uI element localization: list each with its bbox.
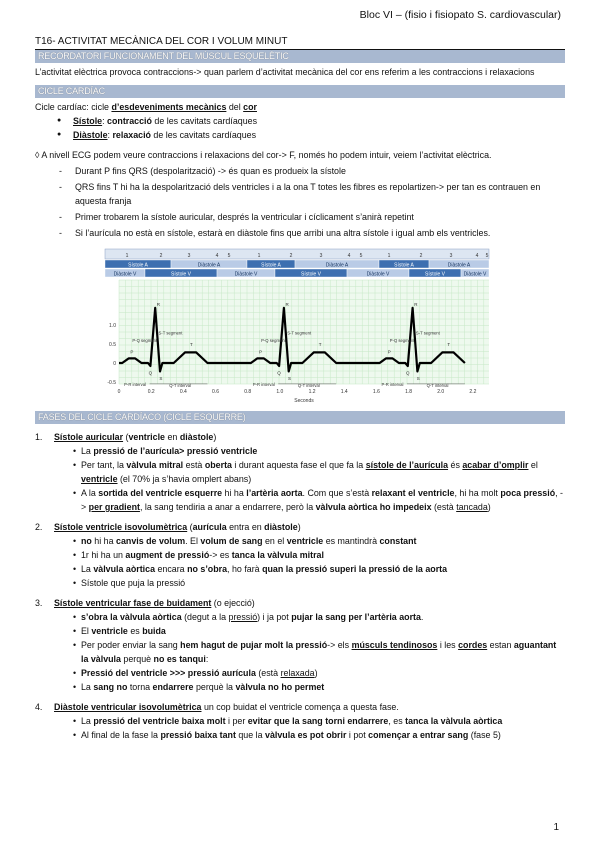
x-tick-label: 1.2 xyxy=(308,389,316,395)
atrial-phase-label: Diàstole A xyxy=(197,262,221,269)
ventricular-phase-label: Sístole V xyxy=(424,271,446,278)
qt-interval-label: Q-T interval xyxy=(169,382,192,388)
s-wave-label: S xyxy=(159,376,163,382)
x-tick-label: 1.4 xyxy=(340,389,348,395)
atrial-phase-label: Diàstole A xyxy=(325,262,349,269)
ventricular-phase-label: Sístole V xyxy=(300,271,322,278)
list-item: • Per tant, la vàlvula mitral està oberta i durant aquesta fase el que fa la sístole de l’aurícula és acabar d’omplir el ventricle (el 70% ja s’havia omplert abans) xyxy=(54,458,565,486)
q-wave-label: Q xyxy=(406,370,410,376)
list-item: • Al final de la fase la pressió baixa tant que la vàlvula es pot obrir i pot començar a entrar sang (fase 5) xyxy=(54,728,565,742)
phase-4: 4. Diàstole ventricular isovolumètrica un cop buidat el ventricle comença a questa fase. • La pressió del ventricle baixa molt i per evitar que la sang torni endarrere, es tanca la vàlvula aòrtica • Al final de la fase la pressió baixa tant que la vàlvula es pot obrir i pot començar a entrar sang (fase 5) xyxy=(35,700,565,742)
cycle-definition: Cicle cardíac: cicle d’esdeveniments mecànics del cor xyxy=(35,102,257,112)
phase-number: 4 xyxy=(347,253,351,259)
phase-number: 4 xyxy=(215,253,219,259)
list-item: • La vàlvula aòrtica encara no s’obra, ho farà quan la pressió superi la pressió de la aorta xyxy=(54,562,565,576)
atrial-phase-label: Sístole A xyxy=(128,262,148,269)
list-item: • Pressió del ventricle >>> pressió aurícula (està relaxada) xyxy=(54,666,565,680)
y-tick-label: 0 xyxy=(113,361,116,367)
atrial-phase-label: Diàstole A xyxy=(447,262,471,269)
phase-number: 1 xyxy=(257,253,261,259)
ventricular-phase-label: Diàstole V xyxy=(113,271,137,278)
pq-segment-label: P-Q segment xyxy=(132,338,158,344)
t-wave-label: T xyxy=(190,341,193,347)
phase-2: 2. Sístole ventricle isovolumètrica (aurícula entra en diàstole) • no hi ha canvis de volum. El volum de sang en el ventricle es mantindrà constant • 1r hi ha un augment de pressió-> es tanca la vàlvula mitral • La vàlvula aòrtica encara no s’obra, ho farà quan la pressió superi la pressió de la aorta • Sístole que puja la pressió xyxy=(35,520,565,590)
ecg-note: ◊ A nivell ECG podem veure contraccions i relaxacions del cor-> F, només ho podem intuir, veiem l’activitat elèctrica. xyxy=(35,150,492,160)
list-item: • La pressió de l’aurícula> pressió ventricle xyxy=(54,444,565,458)
phase-number: 1 xyxy=(125,253,129,259)
page-title: T16- ACTIVITAT MECÀNICA DEL COR I VOLUM MINUT xyxy=(35,36,565,50)
t-wave-label: T xyxy=(318,341,322,347)
s-wave-label: S xyxy=(416,376,420,382)
x-tick-label: 2.0 xyxy=(437,389,445,395)
t-wave-label: T xyxy=(447,341,451,347)
x-tick-label: 1.0 xyxy=(276,389,284,395)
list-item-diastole: ● Diàstole: relaxació de les cavitats cardíaques xyxy=(35,128,565,142)
phase-1: 1. Sístole auricular (ventricle en diàstole) • La pressió de l’aurícula> pressió ventricle • Per tant, la vàlvula mitral està oberta i durant aquesta fase el que fa la sístole de l’aurícula és acabar d’omplir el ventricle (el 70% ja s’havia omplert abans) • A la sortida del ventricle esquerre hi ha l’artèria aorta. Com que s’està relaxant el ventricle, hi ha molt poca pressió, -> per gradient, la sang tendiria a anar a endarrere, però la vàlvula aòrtica ho impedeix (està tancada) xyxy=(35,430,565,514)
s-wave-label: S xyxy=(288,376,292,382)
phase-number: 5 xyxy=(485,253,489,259)
phase-number: 3 xyxy=(449,253,453,259)
x-tick-label: 0.4 xyxy=(179,389,187,395)
qt-interval-label: Q-T interval xyxy=(426,382,449,388)
dash-item: - Primer trobarem la sístole auricular, després la ventricular i cíclicament s’anirà repetint xyxy=(35,210,565,224)
section-heading-phases: FASES DEL CICLE CARDÍACO (CICLE ESQUERRE) xyxy=(35,411,565,424)
phase-3: 3. Sístole ventricular fase de buidament (o ejecció) • s’obra la vàlvula aòrtica (degut a la pressió) i ja pot pujar la sang per l’artèria aorta. • El ventricle es buida • Per poder enviar la sang hem hagut de pujar molt la pressió-> els músculs tendinosos i les cordes estan aguantant la vàlvula perquè no es tanqui: • Pressió del ventricle >>> pressió aurícula (està relaxada) • La sang no torna endarrere perquè la vàlvula no ho permet xyxy=(35,596,565,694)
ventricular-phase-label: Sístole V xyxy=(170,271,192,278)
q-wave-label: Q xyxy=(148,370,153,376)
cycle-list xyxy=(35,114,565,142)
st-segment-label: S-T segment xyxy=(158,330,183,336)
q-wave-label: Q xyxy=(277,370,281,376)
list-item: • no hi ha canvis de volum. El volum de sang en el ventricle es mantindrà constant xyxy=(54,534,565,548)
x-tick-label: 1.8 xyxy=(405,389,413,395)
dash-item: - Si l’aurícula no està en sístole, estarà en diàstole fins que arribi una altra sístole i igual amb els ventricles. xyxy=(35,226,565,240)
list-item: • s’obra la vàlvula aòrtica (degut a la pressió) i ja pot pujar la sang per l’artèria aorta. xyxy=(54,610,565,624)
x-tick-label: 1.6 xyxy=(372,389,380,395)
phase-number-row xyxy=(105,249,489,259)
list-item: • 1r hi ha un augment de pressió-> es tanca la vàlvula mitral xyxy=(54,548,565,562)
pq-segment-label: P-Q segment xyxy=(389,338,415,344)
list-item: • Sístole que puja la pressió xyxy=(54,576,565,590)
r-wave-label: R xyxy=(156,302,161,307)
intro-paragraph: L’activitat elèctrica provoca contraccions-> quan parlem d’activitat mecànica del cor ens referim a les contraccions i relaxacions xyxy=(35,67,535,77)
page-number: 1 xyxy=(553,822,559,833)
r-wave-label: R xyxy=(285,302,289,307)
pr-interval-label: P-R interval xyxy=(252,381,275,387)
qt-interval-label: Q-T interval xyxy=(297,382,320,388)
phase-number: 3 xyxy=(187,253,191,259)
phase-number: 3 xyxy=(319,253,323,259)
ventricular-phase-label: Diàstole V xyxy=(366,271,390,278)
phase-number: 2 xyxy=(159,253,163,259)
st-segment-label: S-T segment xyxy=(415,330,440,336)
x-tick-label: 0.6 xyxy=(212,389,219,395)
x-tick-label: 0 xyxy=(117,389,121,395)
document-body xyxy=(35,36,565,742)
x-tick-label: 0.2 xyxy=(147,389,155,395)
atrial-phase-label: Sístole A xyxy=(394,262,414,269)
p-wave-label: P xyxy=(387,349,391,355)
phase-number: 2 xyxy=(419,253,423,259)
pq-segment-label: P-Q segment xyxy=(261,338,286,344)
x-axis-label: Seconds xyxy=(294,398,314,404)
phase-number: 5 xyxy=(359,253,363,259)
list-item: • A la sortida del ventricle esquerre hi ha l’artèria aorta. Com que s’està relaxant el ventricle, hi ha molt poca pressió, -> per gradient, la sang tendiria a anar a endarrere, però la vàlvula aòrtica ho impedeix (està tancada) xyxy=(54,486,565,514)
phase-number: 5 xyxy=(227,253,231,259)
list-item-systole: ● Sístole: contracció de les cavitats cardíaques xyxy=(35,114,565,128)
list-item: • Per poder enviar la sang hem hagut de pujar molt la pressió-> els músculs tendinosos i les cordes estan aguantant la vàlvula perquè no es tanqui: xyxy=(54,638,565,666)
dash-item: - Durant P fins QRS (despolarització) -> és quan es produeix la sístole xyxy=(35,164,565,178)
y-tick-label: -0.5 xyxy=(107,380,116,386)
pr-interval-label: P-R interval xyxy=(124,381,147,387)
r-wave-label: R xyxy=(414,302,418,307)
p-wave-label: P xyxy=(130,349,134,355)
section-heading-muscle: RECORDATORI FUNCIONAMENT DEL MÚSCUL ESQUELÈTIC xyxy=(35,50,565,63)
x-tick-label: 0.8 xyxy=(244,389,252,395)
x-tick-label: 2.2 xyxy=(469,389,477,395)
section-heading-cycle: CICLE CARDÍAC xyxy=(35,85,565,98)
ecg-cardiac-cycle-figure xyxy=(99,247,491,405)
pr-interval-label: P-R interval xyxy=(381,381,404,387)
y-tick-label: 0.5 xyxy=(109,342,116,348)
phase-number: 2 xyxy=(289,253,293,259)
list-item: • La sang no torna endarrere perquè la vàlvula no ho permet xyxy=(54,680,565,694)
atrial-phase-label: Sístole A xyxy=(261,262,281,269)
running-header: Bloc VI – (fisio i fisiopato S. cardiovascular) xyxy=(359,9,561,21)
st-segment-label: S-T segment xyxy=(287,330,312,336)
dash-item: - QRS fins T hi ha la despolarització dels ventricles i a la ona T totes les fibres es repolartizen-> per tan es contrauen en aquesta franja xyxy=(35,180,565,208)
phase-number: 4 xyxy=(475,253,479,259)
list-item: • La pressió del ventricle baixa molt i per evitar que la sang torni endarrere, es tanca la vàlvula aòrtica xyxy=(54,714,565,728)
p-wave-label: P xyxy=(259,349,263,355)
ventricular-phase-label: Diàstole V xyxy=(234,271,258,278)
ventricular-phase-label: Diàstole V xyxy=(463,271,487,278)
list-item: • El ventricle es buida xyxy=(54,624,565,638)
phase-number: 1 xyxy=(387,253,391,259)
y-tick-label: 1.0 xyxy=(109,323,116,329)
